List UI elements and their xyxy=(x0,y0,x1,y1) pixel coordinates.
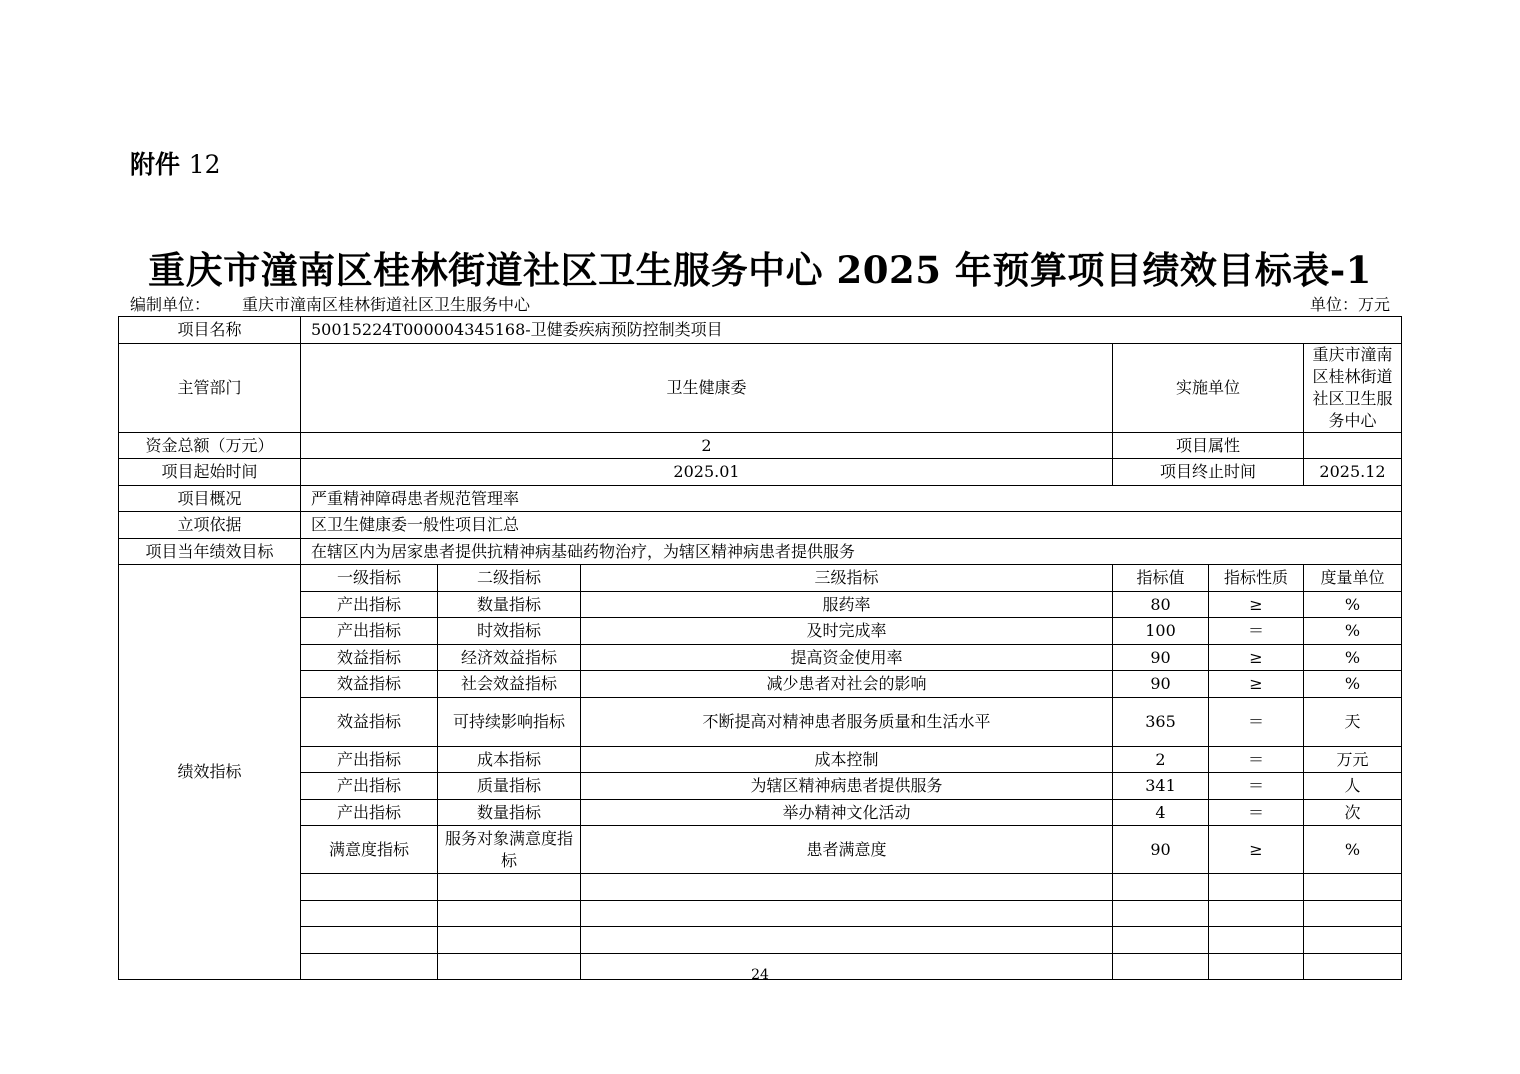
cell-nature: ＝ xyxy=(1209,698,1304,747)
header-unit: 度量单位 xyxy=(1304,565,1402,592)
empty-cell xyxy=(581,874,1113,901)
page-title: 重庆市潼南区桂林街道社区卫生服务中心 2025 年预算项目绩效目标表-1 xyxy=(148,248,1372,292)
cell-unit: % xyxy=(1304,671,1402,698)
table-row xyxy=(119,698,1402,747)
attachment-label: 附件 12 xyxy=(130,150,221,179)
row-department xyxy=(119,344,1402,433)
empty-cell xyxy=(1113,901,1209,927)
cell-nature: ＝ xyxy=(1209,747,1304,773)
cell-unit: 次 xyxy=(1304,800,1402,826)
cell-value: 90 xyxy=(1113,645,1209,671)
cell-level3: 举办精神文化活动 xyxy=(581,800,1113,826)
cell-value: 2 xyxy=(1113,747,1209,773)
cell-unit: 人 xyxy=(1304,773,1402,800)
cell-unit: 万元 xyxy=(1304,747,1402,773)
cell-level3: 减少患者对社会的影响 xyxy=(581,671,1113,698)
impl-label: 实施单位 xyxy=(1113,344,1304,433)
cell-value: 365 xyxy=(1113,698,1209,747)
cell-level2: 数量指标 xyxy=(438,800,581,826)
empty-cell xyxy=(1113,927,1209,954)
empty-cell xyxy=(301,901,438,927)
cell-unit: % xyxy=(1304,592,1402,618)
empty-cell xyxy=(1304,874,1402,901)
empty-cell xyxy=(301,927,438,954)
empty-cell xyxy=(581,927,1113,954)
cell-level2: 质量指标 xyxy=(438,773,581,800)
cell-level1: 产出指标 xyxy=(301,800,438,826)
empty-cell xyxy=(1209,874,1304,901)
dept-label: 主管部门 xyxy=(119,344,301,433)
header-value: 指标值 xyxy=(1113,565,1209,592)
empty-row xyxy=(119,901,1402,927)
table-row xyxy=(119,773,1402,800)
empty-cell xyxy=(1113,874,1209,901)
cell-level3: 患者满意度 xyxy=(581,826,1113,874)
cell-unit: 天 xyxy=(1304,698,1402,747)
cell-level2: 数量指标 xyxy=(438,592,581,618)
cell-unit: % xyxy=(1304,645,1402,671)
cell-level2: 成本指标 xyxy=(438,747,581,773)
cell-level3: 及时完成率 xyxy=(581,618,1113,645)
empty-cell xyxy=(301,874,438,901)
row-time xyxy=(119,459,1402,486)
cell-value: 80 xyxy=(1113,592,1209,618)
empty-row xyxy=(119,874,1402,901)
end-label: 项目终止时间 xyxy=(1113,459,1304,486)
cell-unit: % xyxy=(1304,618,1402,645)
empty-row xyxy=(119,927,1402,954)
cell-level3: 不断提高对精神患者服务质量和生活水平 xyxy=(581,698,1113,747)
cell-level1: 产出指标 xyxy=(301,773,438,800)
cell-value: 100 xyxy=(1113,618,1209,645)
start-label: 项目起始时间 xyxy=(119,459,301,486)
overview-label: 项目概况 xyxy=(119,486,301,512)
table-row xyxy=(119,826,1402,874)
impl-value: 重庆市潼南区桂林街道社区卫生服务中心 xyxy=(1304,344,1402,433)
header-level3: 三级指标 xyxy=(581,565,1113,592)
table-row xyxy=(119,800,1402,826)
cell-nature: ≥ xyxy=(1209,592,1304,618)
table-row xyxy=(119,671,1402,698)
project-name-label: 项目名称 xyxy=(119,317,301,344)
cell-level2: 时效指标 xyxy=(438,618,581,645)
performance-target-table xyxy=(118,316,1402,980)
cell-level3: 提高资金使用率 xyxy=(581,645,1113,671)
cell-level3: 服药率 xyxy=(581,592,1113,618)
row-goal xyxy=(119,539,1402,565)
cell-nature: ≥ xyxy=(1209,645,1304,671)
cell-level1: 产出指标 xyxy=(301,747,438,773)
start-value: 2025.01 xyxy=(301,459,1113,486)
cell-value: 90 xyxy=(1113,671,1209,698)
cell-level2: 社会效益指标 xyxy=(438,671,581,698)
currency-unit: 单位：万元 xyxy=(1309,295,1390,314)
attr-value xyxy=(1304,433,1402,459)
cell-unit: % xyxy=(1304,826,1402,874)
page-number: 24 xyxy=(751,967,769,983)
cell-nature: ≥ xyxy=(1209,826,1304,874)
cell-nature: ＝ xyxy=(1209,800,1304,826)
table-row xyxy=(119,618,1402,645)
cell-level2: 服务对象满意度指标 xyxy=(438,826,581,874)
funds-label: 资金总额（万元） xyxy=(119,433,301,459)
empty-cell xyxy=(438,901,581,927)
cell-level1: 满意度指标 xyxy=(301,826,438,874)
empty-cell xyxy=(438,927,581,954)
basis-value: 区卫生健康委一般性项目汇总 xyxy=(301,512,1402,539)
empty-cell xyxy=(581,901,1113,927)
compiling-unit-value: 重庆市潼南区桂林街道社区卫生服务中心 xyxy=(242,295,531,314)
header-level2: 二级指标 xyxy=(438,565,581,592)
table-row xyxy=(119,747,1402,773)
empty-cell xyxy=(438,874,581,901)
attr-label: 项目属性 xyxy=(1113,433,1304,459)
row-project-name xyxy=(119,317,1402,344)
funds-value: 2 xyxy=(301,433,1113,459)
row-overview xyxy=(119,486,1402,512)
cell-level1: 产出指标 xyxy=(301,592,438,618)
goal-value: 在辖区内为居家患者提供抗精神病基础药物治疗，为辖区精神病患者提供服务 xyxy=(301,539,1402,565)
indicators-section-label: 绩效指标 xyxy=(119,565,301,980)
cell-level1: 效益指标 xyxy=(301,698,438,747)
cell-level1: 产出指标 xyxy=(301,618,438,645)
basis-label: 立项依据 xyxy=(119,512,301,539)
end-value: 2025.12 xyxy=(1304,459,1402,486)
header-nature: 指标性质 xyxy=(1209,565,1304,592)
cell-level2: 经济效益指标 xyxy=(438,645,581,671)
table-row xyxy=(119,592,1402,618)
empty-cell xyxy=(1209,901,1304,927)
cell-value: 90 xyxy=(1113,826,1209,874)
indicator-header-row xyxy=(119,565,1402,592)
dept-value: 卫生健康委 xyxy=(301,344,1113,433)
project-name-value: 50015224T000004345168-卫健委疾病预防控制类项目 xyxy=(301,317,1402,344)
cell-value: 4 xyxy=(1113,800,1209,826)
empty-cell xyxy=(1209,927,1304,954)
cell-level1: 效益指标 xyxy=(301,671,438,698)
cell-nature: ＝ xyxy=(1209,773,1304,800)
table-row xyxy=(119,645,1402,671)
empty-cell xyxy=(1304,927,1402,954)
cell-level2: 可持续影响指标 xyxy=(438,698,581,747)
compiling-unit xyxy=(130,292,530,315)
empty-cell xyxy=(1304,901,1402,927)
goal-label: 项目当年绩效目标 xyxy=(119,539,301,565)
cell-nature: ＝ xyxy=(1209,618,1304,645)
compiling-unit-label: 编制单位： xyxy=(130,295,211,314)
cell-level1: 效益指标 xyxy=(301,645,438,671)
cell-nature: ≥ xyxy=(1209,671,1304,698)
row-basis xyxy=(119,512,1402,539)
row-funds xyxy=(119,433,1402,459)
header-level1: 一级指标 xyxy=(301,565,438,592)
overview-value: 严重精神障碍患者规范管理率 xyxy=(301,486,1402,512)
cell-value: 341 xyxy=(1113,773,1209,800)
cell-level3: 为辖区精神病患者提供服务 xyxy=(581,773,1113,800)
cell-level3: 成本控制 xyxy=(581,747,1113,773)
